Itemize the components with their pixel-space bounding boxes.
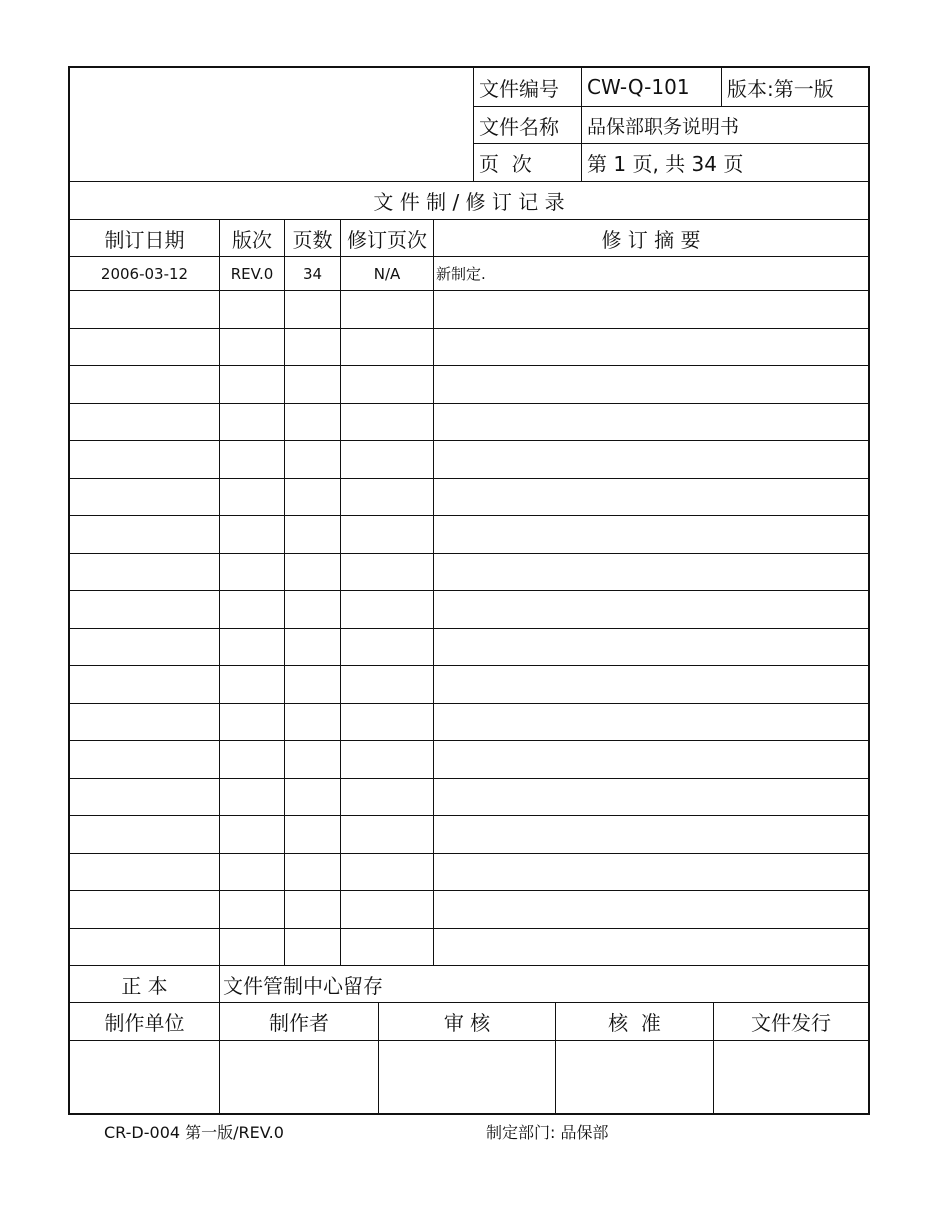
table-cell (340, 441, 433, 478)
table-cell (70, 441, 219, 478)
record-rev: REV.0 (219, 257, 284, 290)
table-row (70, 778, 868, 816)
table-row (70, 928, 868, 966)
table-cell (284, 291, 340, 328)
original-label: 正 本 (121, 973, 168, 998)
table-cell (219, 404, 284, 441)
signoff-approve-cell (555, 1041, 713, 1115)
table-cell (70, 779, 219, 816)
record-summary: 新制定. (433, 257, 868, 290)
table-row (70, 478, 868, 516)
table-cell (284, 891, 340, 928)
table-cell (70, 816, 219, 853)
table-cell (219, 666, 284, 703)
table-row (70, 703, 868, 741)
table-cell (284, 629, 340, 666)
table-cell (219, 929, 284, 966)
table-row (70, 290, 868, 328)
table-row (70, 553, 868, 591)
header-row-page (473, 143, 868, 181)
signoff-header-row (70, 1002, 868, 1040)
page-label: 页 次 (473, 144, 581, 181)
table-cell (340, 479, 433, 516)
table-cell (70, 516, 219, 553)
table-cell (70, 404, 219, 441)
header-row-doc-name (473, 106, 868, 143)
table-cell (284, 666, 340, 703)
table-cell (284, 366, 340, 403)
table-row (70, 740, 868, 778)
record-pages: 34 (284, 257, 340, 290)
table-cell (70, 854, 219, 891)
signoff-maker: 制作者 (219, 1003, 378, 1040)
table-cell (340, 291, 433, 328)
table-cell (340, 929, 433, 966)
table-cell (219, 816, 284, 853)
signoff-review: 审 核 (378, 1003, 555, 1040)
table-cell (70, 329, 219, 366)
table-cell (340, 591, 433, 628)
record-date: 2006-03-12 (100, 264, 189, 283)
table-cell (340, 741, 433, 778)
table-row (70, 440, 868, 478)
table-row (70, 628, 868, 666)
table-row (70, 665, 868, 703)
table-cell (433, 741, 868, 778)
table-cell (433, 704, 868, 741)
table-cell (219, 366, 284, 403)
table-cell (219, 329, 284, 366)
table-cell (433, 516, 868, 553)
table-cell (433, 929, 868, 966)
col-rev: 版次 (219, 220, 284, 256)
table-cell (70, 666, 219, 703)
table-row (70, 515, 868, 553)
table-cell (284, 854, 340, 891)
form-number: CR-D-004 第一版/REV.0 (104, 1123, 284, 1142)
col-pages: 页数 (284, 220, 340, 256)
table-cell (284, 329, 340, 366)
table-cell (340, 329, 433, 366)
table-cell (219, 441, 284, 478)
signoff-release: 文件发行 (713, 1003, 868, 1040)
table-cell (433, 891, 868, 928)
table-cell (340, 666, 433, 703)
document-form (68, 66, 870, 1115)
original-value: 文件管制中心留存 (219, 966, 868, 1002)
table-cell (219, 704, 284, 741)
table-row (70, 853, 868, 891)
table-cell (219, 291, 284, 328)
header-row-doc-no (70, 68, 868, 106)
col-date: 制订日期 (104, 227, 185, 252)
table-row (70, 890, 868, 928)
table-cell (340, 629, 433, 666)
table-row (70, 815, 868, 853)
table-cell (433, 816, 868, 853)
table-row (70, 403, 868, 441)
signoff-approve: 核 准 (555, 1003, 713, 1040)
table-cell (433, 404, 868, 441)
table-row (70, 590, 868, 628)
signoff-blank-row (70, 1040, 868, 1115)
signoff-unit-cell (70, 1041, 219, 1115)
column-header-row (70, 219, 868, 256)
table-cell (340, 816, 433, 853)
table-cell (70, 891, 219, 928)
table-cell (284, 554, 340, 591)
table-cell (433, 441, 868, 478)
table-cell (219, 854, 284, 891)
table-cell (433, 479, 868, 516)
table-cell (433, 366, 868, 403)
table-cell (219, 591, 284, 628)
doc-name-value: 品保部职务说明书 (581, 107, 868, 143)
table-cell (70, 741, 219, 778)
signoff-review-cell (378, 1041, 555, 1115)
table-cell (340, 704, 433, 741)
page-value: 第 1 页, 共 34 页 (581, 144, 868, 181)
table-cell (340, 554, 433, 591)
table-cell (433, 666, 868, 703)
doc-no-value: CW-Q-101 (581, 68, 721, 106)
signoff-maker-cell (219, 1041, 378, 1115)
table-cell (340, 404, 433, 441)
col-summary: 修 订 摘 要 (433, 220, 868, 256)
table-cell (70, 554, 219, 591)
signoff-release-cell (713, 1041, 868, 1115)
table-cell (219, 741, 284, 778)
original-row (70, 965, 868, 1002)
signoff-unit: 制作单位 (104, 1011, 185, 1035)
table-cell (284, 591, 340, 628)
table-cell (219, 554, 284, 591)
table-cell (340, 891, 433, 928)
table-cell (340, 779, 433, 816)
department-label: 制定部门: 品保部 (486, 1123, 609, 1142)
col-rev-pages: 修订页次 (340, 220, 433, 256)
table-cell (284, 479, 340, 516)
table-cell (433, 779, 868, 816)
doc-no-label: 文件编号 (473, 68, 581, 106)
table-cell (219, 516, 284, 553)
doc-name-label: 文件名称 (473, 107, 581, 143)
table-cell (284, 516, 340, 553)
table-cell (219, 779, 284, 816)
table-cell (433, 629, 868, 666)
table-cell (284, 441, 340, 478)
table-cell (284, 929, 340, 966)
table-cell (284, 404, 340, 441)
table-cell (284, 741, 340, 778)
record-title: 文 件 制 / 修 订 记 录 (373, 190, 565, 214)
table-cell (340, 366, 433, 403)
table-cell (219, 479, 284, 516)
table-cell (70, 291, 219, 328)
table-row (70, 365, 868, 403)
table-cell (433, 591, 868, 628)
table-cell (340, 516, 433, 553)
table-row (70, 328, 868, 366)
table-cell (433, 329, 868, 366)
table-cell (219, 629, 284, 666)
table-cell (70, 704, 219, 741)
table-cell (284, 779, 340, 816)
logo-area (70, 68, 473, 106)
table-cell (70, 591, 219, 628)
table-cell (70, 629, 219, 666)
table-cell (433, 291, 868, 328)
table-row (70, 256, 868, 290)
table-cell (70, 366, 219, 403)
table-cell (284, 704, 340, 741)
table-cell (70, 929, 219, 966)
table-cell (219, 891, 284, 928)
table-cell (70, 479, 219, 516)
table-cell (433, 854, 868, 891)
table-cell (284, 816, 340, 853)
record-rev-pages: N/A (340, 257, 433, 290)
table-cell (340, 854, 433, 891)
version-label: 版本:第一版 (721, 68, 868, 106)
table-cell (433, 554, 868, 591)
record-title-row (70, 181, 868, 219)
